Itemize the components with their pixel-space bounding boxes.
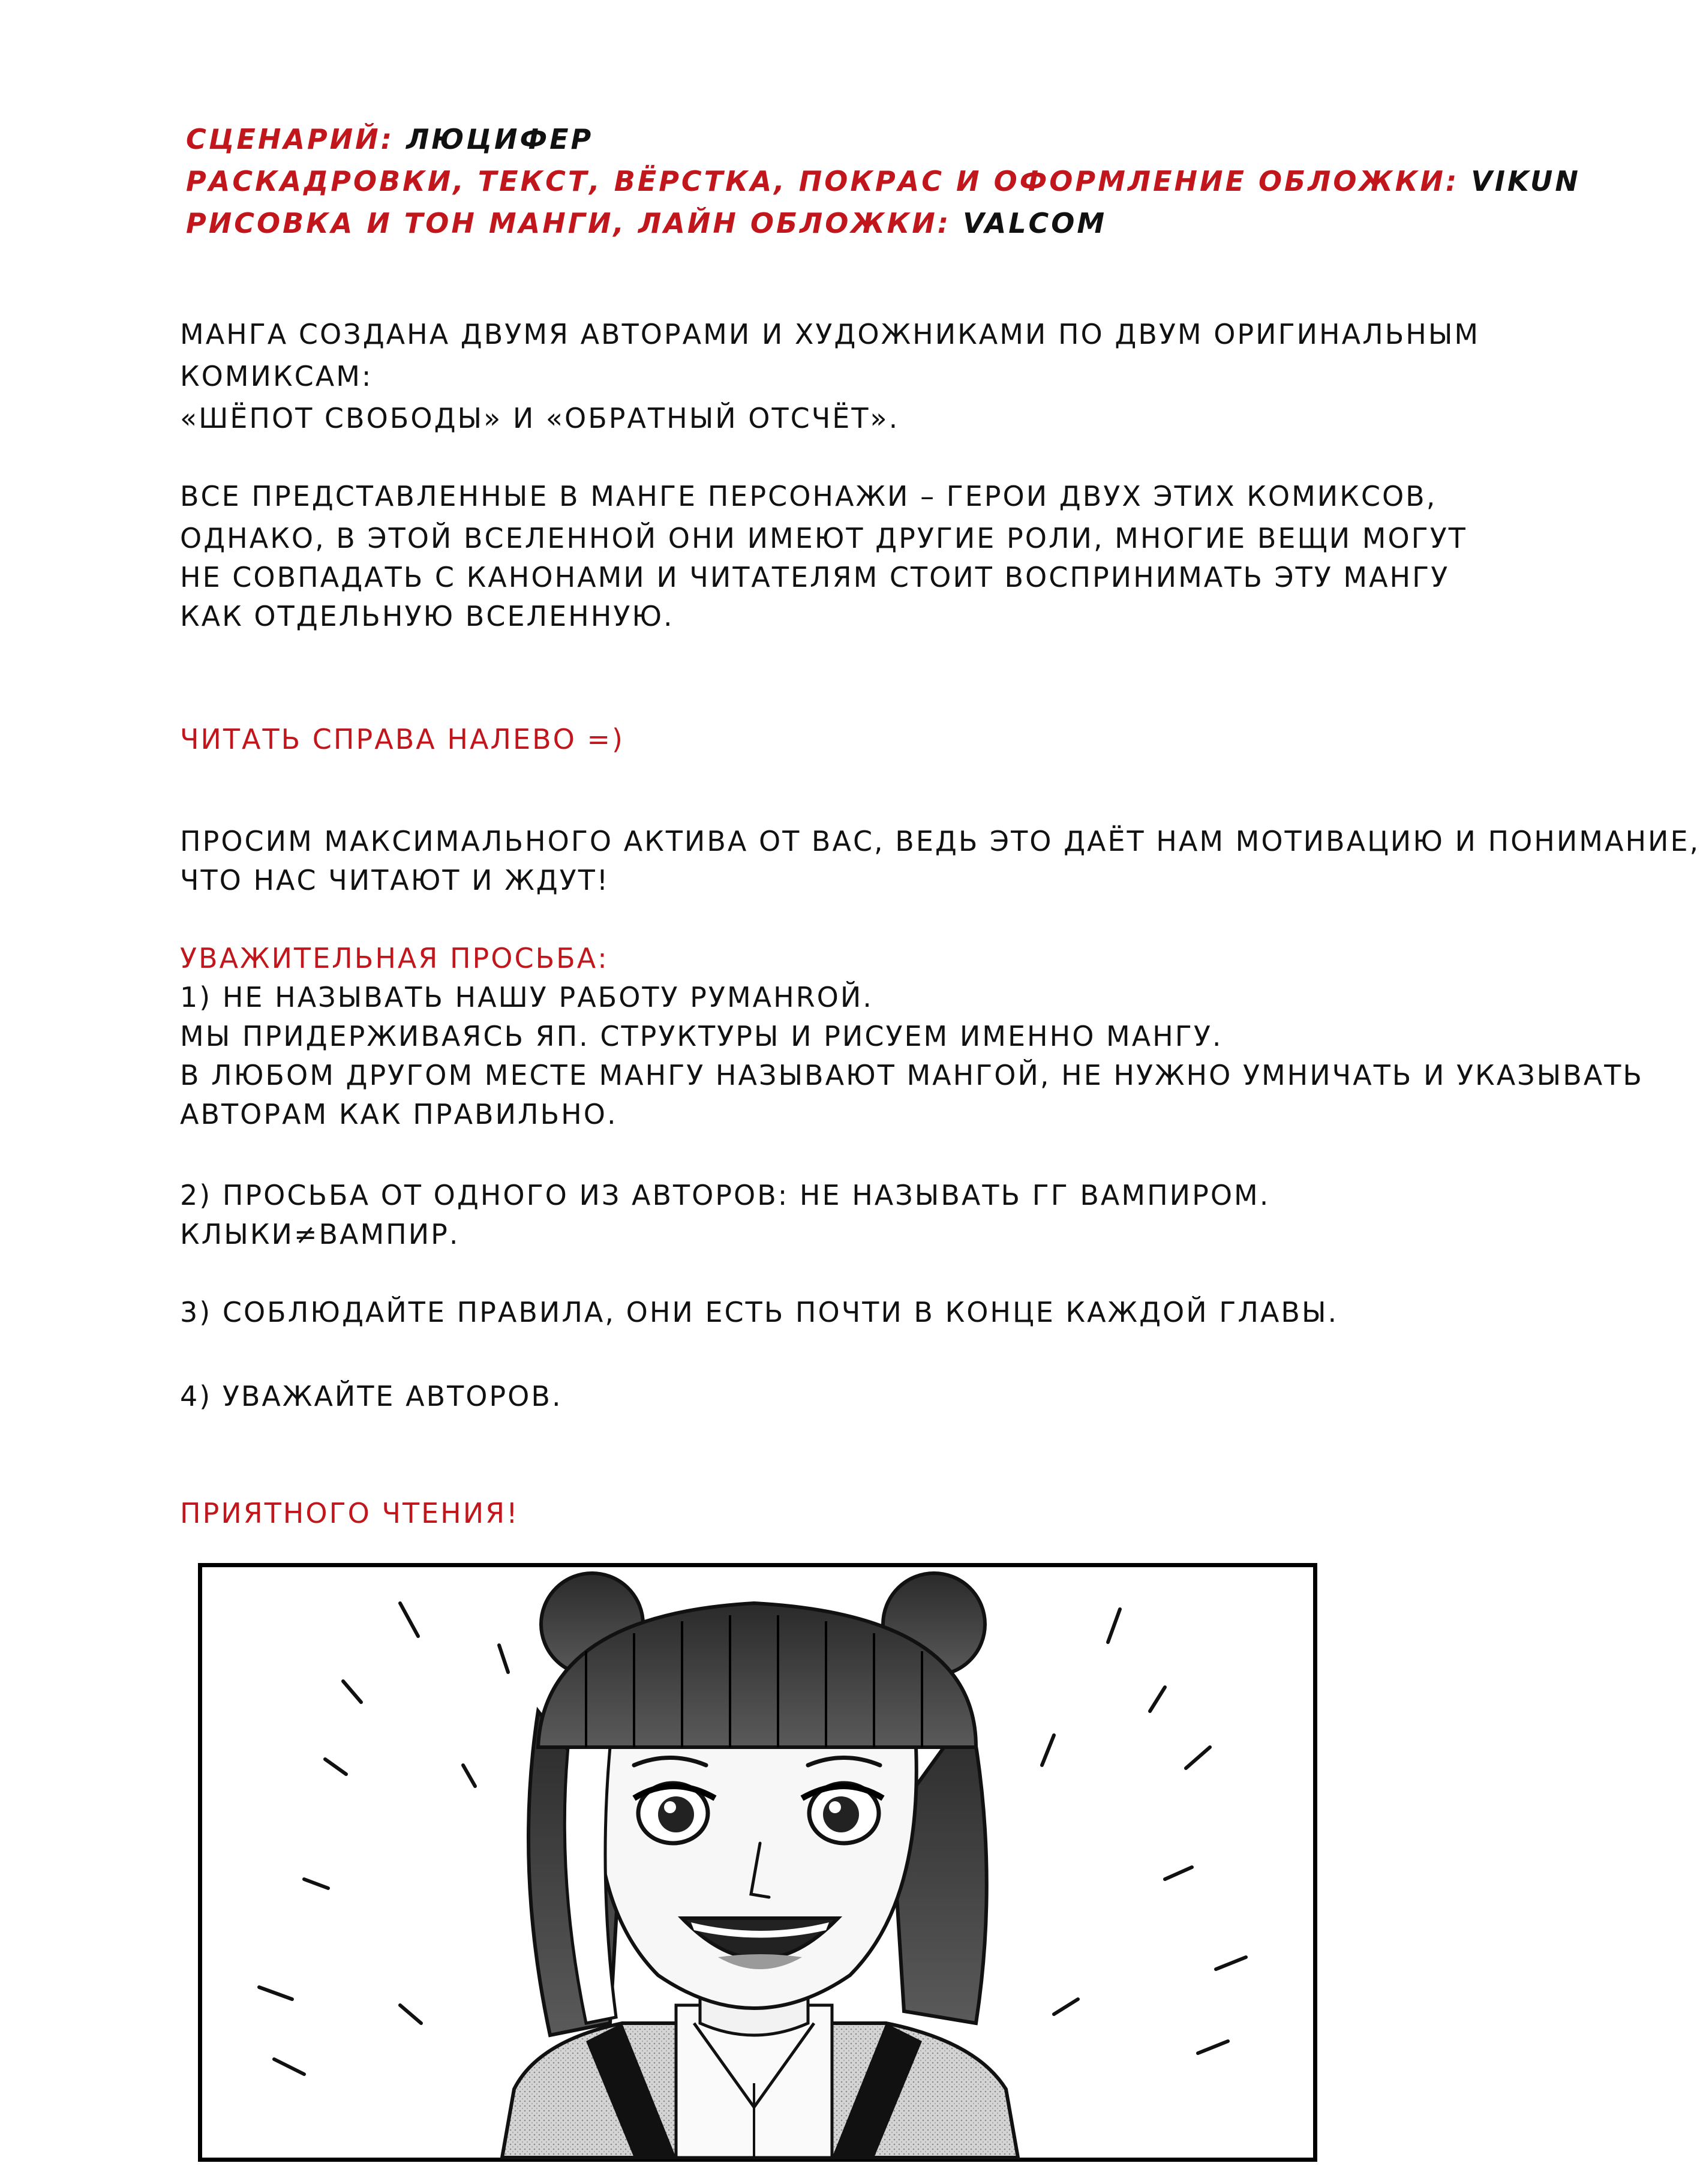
girl-portrait-drawing xyxy=(202,1567,1313,2158)
rule-line: АВТОРАМ КАК ПРАВИЛЬНО. xyxy=(180,1098,618,1130)
credit-name: VIKUN xyxy=(1471,165,1581,197)
credit-role: РАСКАДРОВКИ, ТЕКСТ, ВЁРСТКА, ПОКРАС И ОФОРМЛЕНИЕ ОБЛОЖКИ: xyxy=(186,165,1459,197)
rule-line: 2) ПРОСЬБА ОТ ОДНОГО ИЗ АВТОРОВ: НЕ НАЗЫВАТЬ ГГ ВАМПИРОМ. xyxy=(180,1179,1271,1211)
note-line: ОДНАКО, В ЭТОЙ ВСЕЛЕННОЙ ОНИ ИМЕЮТ ДРУГИЕ РОЛИ, МНОГИЕ ВЕЩИ МОГУТ xyxy=(180,522,1467,554)
rule-line: 1) НЕ НАЗЫВАТЬ НАШУ РАБОТУ РУМАНRОЙ. xyxy=(180,981,873,1013)
credit-script xyxy=(186,123,593,155)
intro-line: «ШЁПОТ СВОБОДЫ» И «ОБРАТНЫЙ ОТСЧЁТ». xyxy=(180,402,900,434)
intro-line: МАНГА СОЗДАНА ДВУМЯ АВТОРАМИ И ХУДОЖНИКАМИ ПО ДВУМ ОРИГИНАЛЬНЫМ xyxy=(180,318,1480,350)
closing-text: ПРИЯТНОГО ЧТЕНИЯ! xyxy=(180,1497,519,1529)
request-line: ЧТО НАС ЧИТАЮТ И ЖДУТ! xyxy=(180,864,610,896)
credit-name: VALCOM xyxy=(963,207,1107,239)
note-line: ВСЕ ПРЕДСТАВЛЕННЫЕ В МАНГЕ ПЕРСОНАЖИ – ГЕРОИ ДВУХ ЭТИХ КОМИКСОВ, xyxy=(180,480,1437,512)
rules-heading: УВАЖИТЕЛЬНАЯ ПРОСЬБА: xyxy=(180,942,609,974)
credit-role: РИСОВКА И ТОН МАНГИ, ЛАЙН ОБЛОЖКИ: xyxy=(186,207,951,239)
intro-line: КОМИКСАМ: xyxy=(180,360,373,392)
credit-art xyxy=(186,207,1107,239)
note-line: НЕ СОВПАДАТЬ С КАНОНАМИ И ЧИТАТЕЛЯМ СТОИТ ВОСПРИНИМАТЬ ЭТУ МАНГУ xyxy=(180,561,1450,593)
credit-name: ЛЮЦИФЕР xyxy=(406,123,594,155)
rule-line: 3) СОБЛЮДАЙТЕ ПРАВИЛА, ОНИ ЕСТЬ ПОЧТИ В КОНЦЕ КАЖДОЙ ГЛАВЫ. xyxy=(180,1296,1339,1328)
request-line: ПРОСИМ МАКСИМАЛЬНОГО АКТИВА ОТ ВАС, ВЕДЬ ЭТО ДАЁТ НАМ МОТИВАЦИЮ И ПОНИМАНИЕ, xyxy=(180,825,1700,857)
rule-line: 4) УВАЖАЙТЕ АВТОРОВ. xyxy=(180,1380,563,1412)
rule-line: В ЛЮБОМ ДРУГОМ МЕСТЕ МАНГУ НАЗЫВАЮТ МАНГОЙ, НЕ НУЖНО УМНИЧАТЬ И УКАЗЫВАТЬ xyxy=(180,1059,1644,1091)
rule-line: МЫ ПРИДЕРЖИВАЯСЬ ЯП. СТРУКТУРЫ И РИСУЕМ ИМЕННО МАНГУ. xyxy=(180,1020,1223,1052)
credit-role: СЦЕНАРИЙ: xyxy=(186,123,395,155)
credit-layout xyxy=(186,165,1581,197)
note-line: КАК ОТДЕЛЬНУЮ ВСЕЛЕННУЮ. xyxy=(180,600,674,632)
manga-panel-illustration xyxy=(198,1563,1317,2162)
rule-line: КЛЫКИ≠ВАМПИР. xyxy=(180,1218,460,1250)
read-direction: ЧИТАТЬ СПРАВА НАЛЕВО =) xyxy=(180,723,624,755)
